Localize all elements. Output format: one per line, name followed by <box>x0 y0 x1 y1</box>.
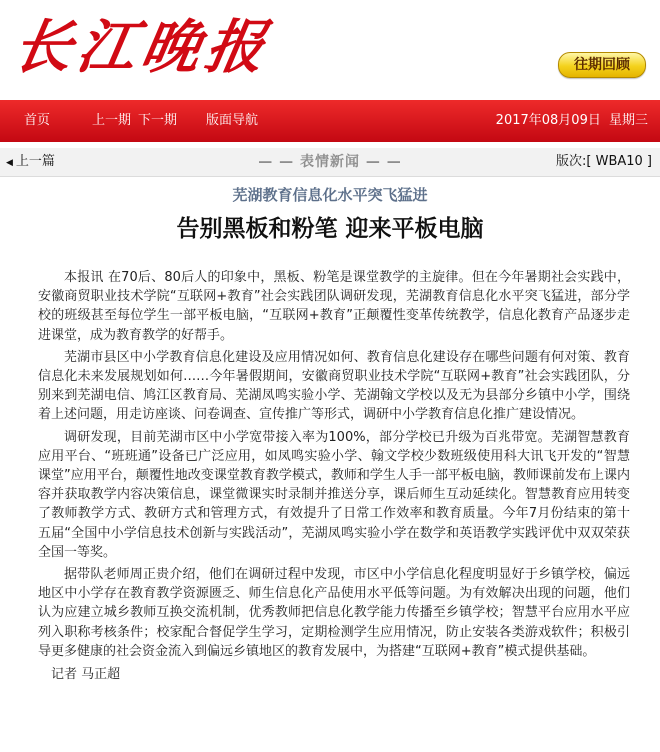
nav-layout-navigation-link[interactable]: 版面导航 <box>206 113 259 128</box>
article-paragraph: 调研发现，目前芜湖市区中小学宽带接入率为100%，部分学校已升级为百兆带宽。芜湖智慧教育应用平台、“班班通”设备已广泛应用，如凤鸣实验小学、翰文学校少数班级使用科大讯飞开发的“智慧课堂”应用平台，颠覆性地改变课堂教育教学模式，教师和学生人手一部平板电脑，教师课前发布上课内容并获取教学内容决策信息，课堂微课实时录制并推送分享，课后师生互动延续化。智慧教育应用转变了教师教学方式、教研方式和管理方式，有效提升了日常工作效率和教育质量。今年7月份结束的第十五届“全国中小学信息技术创新与实践活动”，芜湖凤鸣实验小学在数学和英语教学实践评优中双双荣获全国一等奖。 <box>38 429 630 560</box>
article-headline: 告别黑板和粉笔 迎来平板电脑 <box>176 215 484 242</box>
edition-number: 版次:[ WBA10 ] <box>556 154 652 169</box>
section-title: — — 表情新闻 — — <box>258 154 402 170</box>
prev-article-label: 上一篇 <box>15 154 55 169</box>
triangle-left-icon: ◀ <box>6 158 13 168</box>
nav-home-link[interactable]: 首页 <box>24 113 51 128</box>
masthead <box>0 0 660 100</box>
article-paragraph: 据带队老师周正贵介绍，他们在调研过程中发现，市区中小学信息化程度明显好于乡镇学校，偏远地区中小学存在教育教学资源匮乏、师生信息化产品使用水平低等问题。为有效解决出现的问题，他们认为应建立城乡教师互换交流机制，优秀教师把信息化教学能力传播至乡镇学校；智慧平台应用水平应列入职称考核条件；校家配合督促学生学习，定期检测学生应用情况，防止安装各类游戏软件；积极引导更多健康的社会资金流入到偏远乡镇地区的教育发展中，为搭建“互联网+教育”模式提供基础。 <box>38 567 630 659</box>
article-paragraph: 本报讯 在70后、80后人的印象中，黑板、粉笔是课堂教学的主旋律。但在今年暑期社会实践中，安徽商贸职业技术学院“互联网+教育”社会实践团队调研发现，芜湖教育信息化水平突飞猛进，部分学校的班级甚至每位学生一部平板电脑，“互联网+教育”正颠覆性变革传统教学，信息化教育产品逐步走进课堂，成为教育教学的好帮手。 <box>38 270 630 343</box>
nav-next-issue-link[interactable]: 下一期 <box>138 113 178 128</box>
article-toolbar <box>0 148 660 177</box>
issue-date-text: 2017年08月09日 <box>495 113 601 128</box>
top-navigation-bar <box>0 100 660 142</box>
prev-article-link[interactable] <box>6 148 55 177</box>
article-body <box>38 268 630 687</box>
article-paragraph: 芜湖市县区中小学教育信息化建设及应用情况如何、教育信息化建设存在哪些问题有何对策、教育信息化未来发展规划如何……今年暑假期间，安徽商贸职业技术学院“互联网+教育”社会实践团队，分别来到芜湖电信、鸠江区教育局、芜湖凤鸣实验小学、芜湖翰文学校以及无为县部分乡镇中小学，围绕着上述问题，用走访座谈、问卷调查、宣传推广等形式，调研中小学教育信息化推广建设情况。 <box>38 349 630 423</box>
newspaper-logo[interactable]: 长江晚报 <box>8 13 277 81</box>
nav-prev-issue-link[interactable]: 上一期 <box>92 113 132 128</box>
issue-date <box>496 100 648 142</box>
article-kicker: 芜湖教育信息化水平突飞猛进 <box>232 186 428 204</box>
article-byline: 记者 马正超 <box>51 667 121 683</box>
issue-weekday: 星期三 <box>608 113 648 128</box>
past-issues-button[interactable]: 往期回顾 <box>558 52 646 78</box>
